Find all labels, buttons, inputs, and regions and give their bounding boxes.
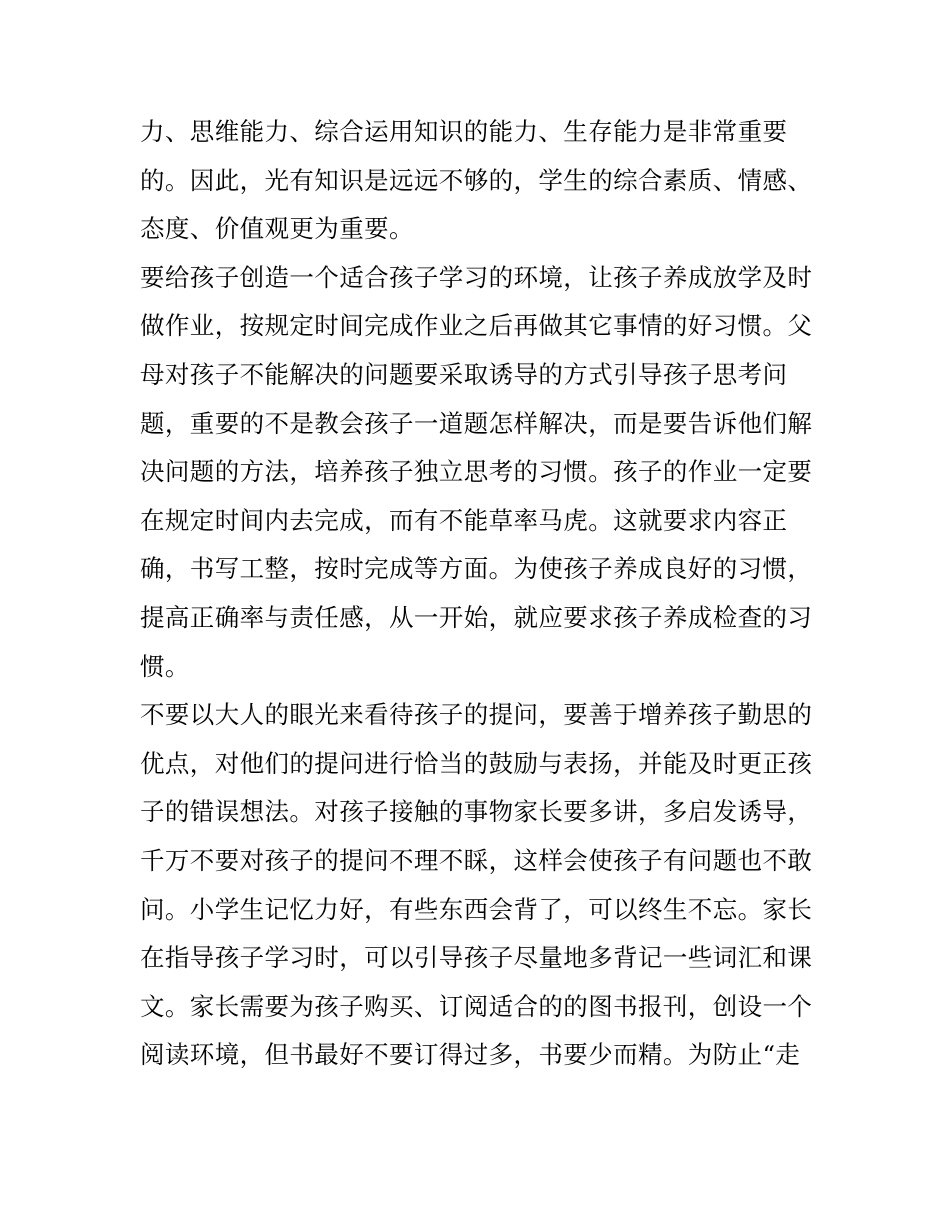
text-line: 子的错误想法。对孩子接触的事物家长要多讲，多启发诱导， bbox=[140, 797, 813, 827]
text-line: 文。家长需要为孩子购买、订阅适合的的图书报刊，创设一个 bbox=[140, 991, 813, 1021]
text-line: 惯。 bbox=[140, 651, 190, 681]
text-line: 在规定时间内去完成，而有不能草率马虎。这就要求内容正 bbox=[140, 505, 788, 535]
text-line: 优点，对他们的提问进行恰当的鼓励与表扬，并能及时更正孩 bbox=[140, 748, 813, 778]
text-line: 确，书写工整，按时完成等方面。为使孩子养成良好的习惯， bbox=[140, 554, 813, 584]
text-line: 力、思维能力、综合运用知识的能力、生存能力是非常重要 bbox=[140, 117, 788, 146]
text-line: 母对孩子不能解决的问题要采取诱导的方式引导孩子思考问 bbox=[140, 359, 788, 389]
text-line: 千万不要对孩子的提问不理不睬，这样会使孩子有问题也不敢 bbox=[140, 845, 813, 875]
text-line: 态度、价值观更为重要。 bbox=[140, 214, 414, 244]
text-line: 问。小学生记忆力好，有些东西会背了，可以终生不忘。家长 bbox=[140, 894, 813, 924]
text-line: 做作业，按规定时间完成作业之后再做其它事情的好习惯。父 bbox=[140, 311, 813, 341]
text-line: 决问题的方法，培养孩子独立思考的习惯。孩子的作业一定要 bbox=[140, 457, 813, 487]
text-line: 阅读环境，但书最好不要订得过多，书要少而精。为防止“走 bbox=[140, 1040, 801, 1070]
text-line: 要给孩子创造一个适合孩子学习的环境，让孩子养成放学及时 bbox=[140, 262, 813, 292]
text-line: 在指导孩子学习时，可以引导孩子尽量地多背记一些词汇和课 bbox=[140, 943, 813, 973]
document-body bbox=[140, 108, 812, 1080]
text-line: 的。因此，光有知识是远远不够的，学生的综合素质、情感、 bbox=[140, 165, 813, 195]
text-line: 提高正确率与责任感，从一开始，就应要求孩子养成检查的习 bbox=[140, 602, 813, 632]
text-line: 题，重要的不是教会孩子一道题怎样解决，而是要告诉他们解 bbox=[140, 408, 813, 438]
text-line: 不要以大人的眼光来看待孩子的提问，要善于增养孩子勤思的 bbox=[140, 700, 813, 730]
